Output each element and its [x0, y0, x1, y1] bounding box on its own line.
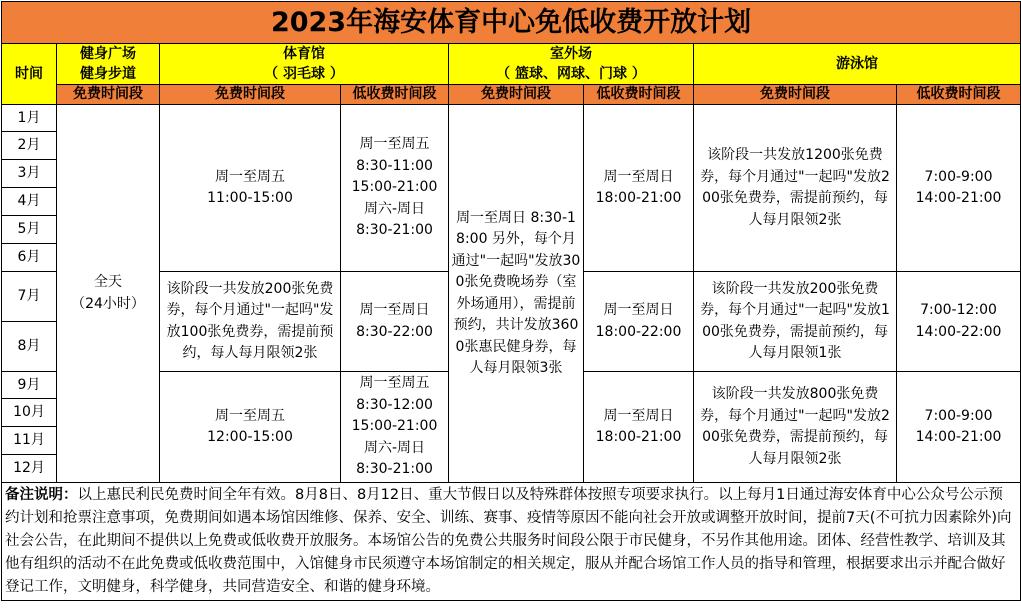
subheader-square-free: 免费时间段: [57, 85, 160, 105]
gym-free-period-2: 该阶段一共发放200张免费券，每个月通过"一起吗"发放100张免费券，需提前预约，每人每月限领2张: [160, 272, 341, 372]
subheader-outdoor-free: 免费时间段: [449, 85, 584, 105]
gym-low-period-2: 周一至周日 8:30-22:00: [341, 272, 449, 372]
pool-free-period-2: 该阶段一共发放200张免费券，每个月通过"一起吗"发放100张免费券，需提前预约，每人每月限领1张: [694, 272, 897, 372]
schedule-table: [1, 1, 1021, 601]
subheader-pool-free: 免费时间段: [694, 85, 897, 105]
month-cell: 5月: [2, 216, 57, 244]
outdoor-low-period-2: 周一至周日 18:00-22:00: [584, 272, 694, 372]
header-time: 时间: [2, 44, 57, 105]
month-cell: 1月: [2, 105, 57, 132]
square-free-cell: 全天 （24小时）: [57, 105, 160, 483]
gym-low-period-3: 周一至周五 8:30-12:00 15:00-21:00 周六-周日 8:30-21:00: [341, 372, 449, 483]
month-cell: 11月: [2, 427, 57, 455]
notes-section: [2, 483, 1021, 601]
subheader-gym-free: 免费时间段: [160, 85, 341, 105]
pool-free-period-1: 该阶段一共发放1200张免费券，每个月通过"一起吗"发放200张免费券，需提前预约，每人每月限领2张: [694, 105, 897, 272]
month-cell: 10月: [2, 399, 57, 427]
pool-low-period-3: 7:00-9:00 14:00-21:00: [897, 372, 1021, 483]
month-cell: 2月: [2, 132, 57, 160]
month-cell: 8月: [2, 322, 57, 372]
header-gym: 体育馆 （ 羽毛球 ）: [160, 44, 449, 85]
month-cell: 9月: [2, 372, 57, 399]
month-cell: 12月: [2, 455, 57, 483]
pool-low-period-1: 7:00-9:00 14:00-21:00: [897, 105, 1021, 272]
header-square: 健身广场 健身步道: [57, 44, 160, 85]
pool-low-period-2: 7:00-12:00 14:00-22:00: [897, 272, 1021, 372]
header-pool: 游泳馆: [694, 44, 1021, 85]
subheader-gym-low: 低收费时间段: [341, 85, 449, 105]
notes-label: 备注说明：: [5, 487, 78, 503]
outdoor-free-cell: 周一至周日 8:30-18:00 另外，每个月通过"一起吗"发放300张免费晚场券（室外场通用），需提前预约，共计发放3600张惠民健身券，每人每月限领3张: [449, 105, 584, 483]
gym-free-period-1: 周一至周五 11:00-15:00: [160, 105, 341, 272]
subheader-outdoor-low: 低收费时间段: [584, 85, 694, 105]
subheader-pool-low: 低收费时间段: [897, 85, 1021, 105]
header-outdoor: 室外场 （ 篮球、网球、门球 ）: [449, 44, 694, 85]
month-cell: 3月: [2, 160, 57, 188]
outdoor-low-period-3: 周一至周日 18:00-21:00: [584, 372, 694, 483]
notes-text: 以上惠民利民免费时间全年有效。8月8日、8月12日、重大节假日以及特殊群体按照专项要求执行。以上每月1日通过海安体育中心公众号公示预约计划和抢票注意事项，免费期间如遇本场馆因维修、保养、安全、训练、赛事、疫情等原因不能向社会开放或调整开放时间，提前7天(不可抗力因素除外)向社会公告，在此期间不提供以上免费或低收费开放服务。本场馆公告的免费公共服务时间段公限于市民健身，不另作其他用途。团体、经营性教学、培训及其他有组织的活动不在此免费或低收费范围中，入馆健身市民须遵守本场馆制定的相关规定，服从并配合场馆工作人员的指导和管理，根据要求出示并配合做好登记工作，文明健身，科学健身，共同营造安全、和谐的健身环境。: [5, 487, 1012, 595]
outdoor-low-period-1: 周一至周日 18:00-21:00: [584, 105, 694, 272]
month-cell: 7月: [2, 272, 57, 322]
month-cell: 6月: [2, 244, 57, 272]
month-cell: 4月: [2, 188, 57, 216]
pool-free-period-3: 该阶段一共发放800张免费券，每个月通过"一起吗"发放200张免费券，需提前预约，每人每月限领2张: [694, 372, 897, 483]
page-title: 2023年海安体育中心免低收费开放计划: [2, 2, 1021, 44]
gym-low-period-1: 周一至周五 8:30-11:00 15:00-21:00 周六-周日 8:30-21:00: [341, 105, 449, 272]
gym-free-period-3: 周一至周五 12:00-15:00: [160, 372, 341, 483]
